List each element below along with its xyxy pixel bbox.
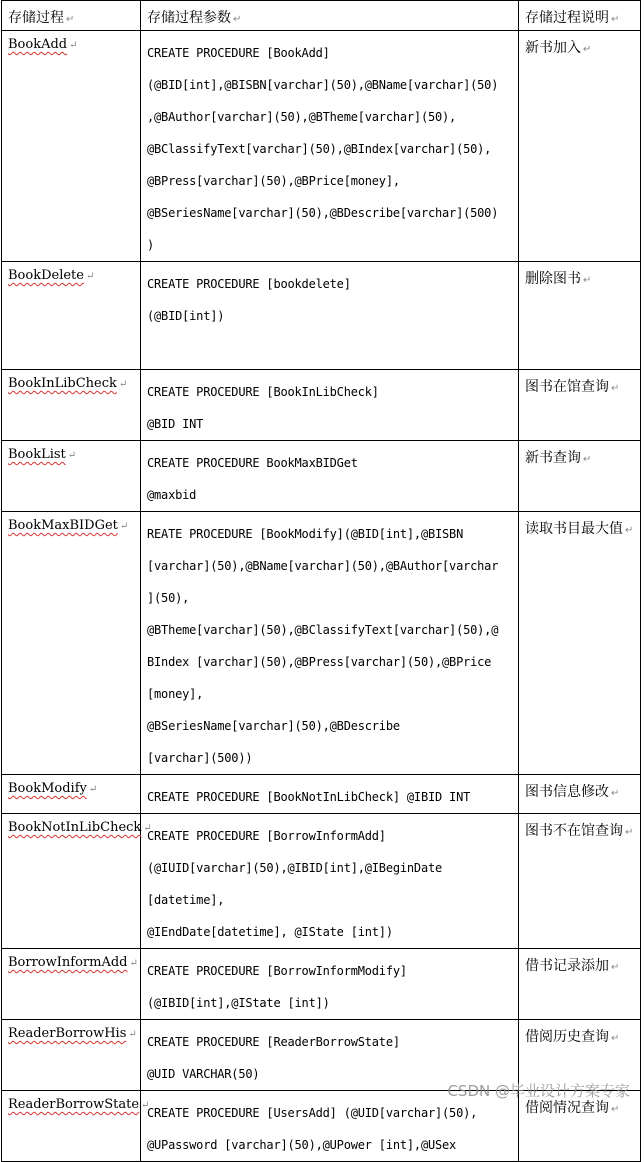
param-line: CREATE PROCEDURE [BookNotInLibCheck] @IBID INT [147, 790, 471, 804]
procedure-name: BookAdd [8, 37, 68, 52]
param-line: ,@BAuthor[varchar](50),@BTheme[varchar](50), [147, 110, 457, 124]
procedure-name: BookMaxBIDGet [8, 518, 118, 533]
paragraph-mark: ↵ [611, 1033, 620, 1044]
procedure-name-cell [2, 370, 141, 441]
procedure-name: BookDelete [8, 268, 84, 283]
procedure-params-cell [141, 370, 519, 441]
param-line: @maxbid [147, 488, 197, 502]
header-desc: 存储过程说明 ↵ [519, 1, 641, 31]
procedure-desc: 读取书目最大值 [525, 521, 623, 537]
procedure-desc: 图书信息修改 [525, 784, 609, 800]
header-params: 存储过程参数 ↵ [141, 1, 519, 31]
procedure-name-cell [2, 512, 141, 775]
param-line: @UID VARCHAR(50) [147, 1067, 260, 1081]
param-line: BIndex [varchar](50),@BPress[varchar](50),@BPrice [147, 655, 492, 669]
table-row [2, 262, 641, 370]
procedure-params-cell [141, 512, 519, 775]
procedure-desc-cell [519, 949, 641, 1020]
param-line: CREATE PROCEDURE [BookAdd] [147, 46, 330, 60]
paragraph-mark: ↵ [625, 827, 634, 838]
param-line: @IEndDate[datetime], @IState [int]) [147, 925, 393, 939]
paragraph-mark: ↵ [118, 379, 128, 390]
procedure-name-cell [2, 949, 141, 1020]
param-line: [money], [147, 687, 204, 701]
procedure-params-cell [141, 262, 519, 370]
procedure-desc-cell [519, 262, 641, 370]
paragraph-mark: ↵ [611, 1104, 620, 1115]
param-line: @BSeriesName[varchar](50),@BDescribe [147, 719, 400, 733]
procedure-name: BookModify [8, 781, 87, 796]
table-row [2, 1091, 641, 1162]
table-row [2, 814, 641, 949]
procedure-params-cell [141, 441, 519, 512]
paragraph-mark: ↵ [88, 784, 98, 795]
procedure-name-cell [2, 814, 152, 949]
table-row [2, 370, 641, 441]
procedure-params-cell [141, 31, 519, 262]
param-line: [varchar](50),@BName[varchar](50),@BAuthor[varchar [147, 559, 499, 573]
paragraph-mark: ↵ [119, 521, 129, 532]
table-row [2, 512, 641, 775]
paragraph-mark: ↵ [85, 271, 95, 282]
param-line: REATE PROCEDURE [BookModify](@BID[int],@BISBN [147, 527, 464, 541]
param-line: CREATE PROCEDURE [BookInLibCheck] [147, 385, 379, 399]
procedure-params-cell [141, 949, 519, 1020]
procedure-name-cell [2, 775, 141, 814]
table-row [2, 441, 641, 512]
procedure-desc: 借书记录添加 [525, 958, 609, 974]
param-line: (@IBID[int],@IState [int]) [147, 996, 330, 1010]
paragraph-mark: ↵ [611, 962, 620, 973]
param-line: @UPassword [varchar](50),@UPower [int],@USex [147, 1138, 457, 1152]
paragraph-mark: ↵ [69, 40, 78, 51]
paragraph-mark: ↵ [583, 454, 592, 465]
param-line: (@BID[int],@BISBN[varchar](50),@BName[varchar](50) [147, 78, 499, 92]
procedure-desc: 图书在馆查询 [525, 379, 609, 395]
param-line: CREATE PROCEDURE BookMaxBIDGet [147, 456, 358, 470]
procedure-desc: 新书查询 [525, 450, 581, 466]
procedure-name: BookNotInLibCheck [8, 820, 142, 835]
table-row [2, 949, 641, 1020]
procedure-name: BookList [8, 447, 66, 462]
procedure-desc: 图书不在馆查询 [525, 823, 623, 839]
paragraph-mark: ↵ [583, 275, 592, 286]
procedure-name: BorrowInformAdd [8, 955, 128, 970]
param-line: @BClassifyText[varchar](50),@BIndex[varchar](50), [147, 142, 492, 156]
param-line: CREATE PROCEDURE [BorrowInformModify] [147, 964, 407, 978]
procedure-desc-cell [519, 441, 641, 512]
header-name: 存储过程 ↵ [2, 1, 141, 31]
procedure-name-cell [2, 31, 141, 262]
procedure-params-cell [141, 814, 519, 949]
table-body [2, 31, 641, 1162]
procedure-desc-cell [519, 512, 641, 775]
procedure-name: BookInLibCheck [8, 376, 117, 391]
procedure-name-cell [2, 262, 141, 370]
param-line: @BPress[varchar](50),@BPrice[money], [147, 174, 400, 188]
param-line: CREATE PROCEDURE [bookdelete] [147, 277, 351, 291]
param-line: CREATE PROCEDURE [ReaderBorrowState] [147, 1035, 400, 1049]
param-line: @BTheme[varchar](50),@BClassifyText[varchar](50),@ [147, 623, 499, 637]
param-line: ) [147, 238, 155, 252]
param-line: CREATE PROCEDURE [UsersAdd] (@UID[varchar](50), [147, 1106, 478, 1120]
procedure-desc-cell [519, 31, 641, 262]
procedure-name: ReaderBorrowHis [8, 1026, 127, 1041]
procedure-name-cell [2, 1091, 150, 1162]
procedure-name: ReaderBorrowState [8, 1097, 140, 1112]
procedure-name-cell [2, 441, 141, 512]
procedure-desc-cell [519, 1091, 641, 1162]
procedure-name-cell [2, 1020, 141, 1091]
procedure-desc: 借阅情况查询 [525, 1100, 609, 1116]
param-line: (@BID[int]) [147, 309, 225, 323]
paragraph-mark: ↵ [128, 1029, 137, 1040]
paragraph-mark: ↵ [67, 450, 77, 461]
table-row [2, 31, 641, 262]
table-header-row [2, 1, 641, 31]
procedure-desc: 借阅历史查询 [525, 1029, 609, 1045]
param-line: @BID INT [147, 417, 204, 431]
procedure-desc: 删除图书 [525, 271, 581, 287]
paragraph-mark: ↵ [611, 788, 620, 799]
paragraph-mark: ↵ [143, 823, 152, 834]
stored-procedure-table [1, 0, 641, 1162]
param-line: (@IUID[varchar](50),@IBID[int],@IBeginDate [147, 861, 443, 875]
paragraph-mark: ↵ [141, 1100, 150, 1111]
procedure-desc-cell [519, 370, 641, 441]
procedure-desc-cell [519, 814, 641, 949]
param-line: [varchar](500)) [147, 751, 253, 765]
procedure-params-cell [141, 1091, 519, 1162]
paragraph-mark: ↵ [625, 525, 634, 536]
procedure-desc: 新书加入 [525, 40, 581, 56]
watermark: CSDN @毕业设计方案专家 [447, 1082, 630, 1100]
param-line: @BSeriesName[varchar](50),@BDescribe[varchar](500) [147, 206, 499, 220]
procedure-desc-cell [519, 775, 641, 814]
param-line: ](50), [147, 591, 190, 605]
paragraph-mark: ↵ [129, 958, 138, 969]
table-row [2, 775, 641, 814]
paragraph-mark: ↵ [611, 383, 620, 394]
procedure-params-cell [141, 775, 519, 814]
paragraph-mark: ↵ [583, 44, 592, 55]
param-line: [datetime], [147, 893, 225, 907]
param-line: CREATE PROCEDURE [BorrowInformAdd] [147, 829, 386, 843]
